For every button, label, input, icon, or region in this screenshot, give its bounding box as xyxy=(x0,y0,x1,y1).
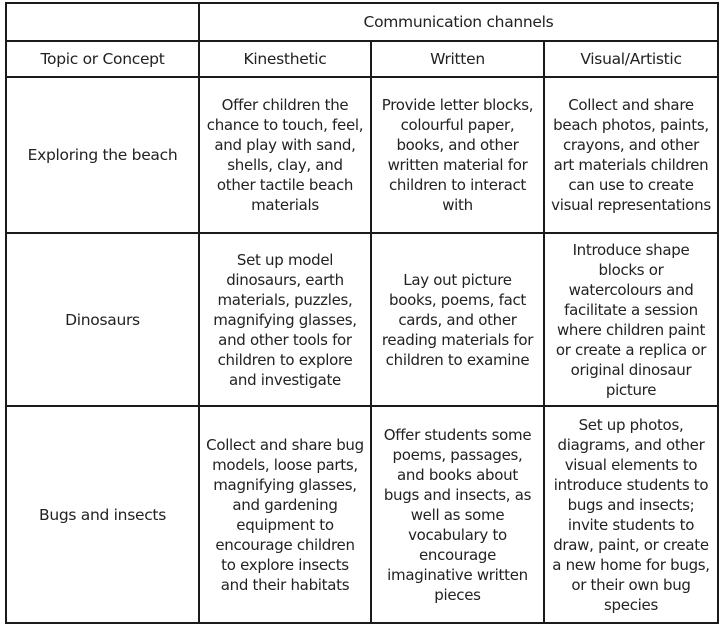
kinesthetic-cell: Collect and share bug models, loose parts, magnifying glasses, and gardening equipment to encourage children to explore insects and their habitats xyxy=(199,406,371,623)
topic-cell: Exploring the beach xyxy=(6,77,199,233)
written-cell: Provide letter blocks, colourful paper, books, and other written material for children to interact with xyxy=(371,77,544,233)
written-cell: Lay out picture books, poems, fact cards, and other reading materials for children to examine xyxy=(371,233,544,406)
written-cell: Offer students some poems, passages, and books about bugs and insects, as well as some vocabulary to encourage imaginative written pieces xyxy=(371,406,544,623)
topic-cell: Dinosaurs xyxy=(6,233,199,406)
empty-corner-cell xyxy=(6,3,199,41)
visual-cell: Collect and share beach photos, paints, crayons, and other art materials children can use to create visual representations xyxy=(544,77,718,233)
table-row xyxy=(6,233,718,406)
header-visual-artistic: Visual/Artistic xyxy=(544,41,718,77)
header-kinesthetic: Kinesthetic xyxy=(199,41,371,77)
header-written: Written xyxy=(371,41,544,77)
visual-cell: Introduce shape blocks or watercolours and facilitate a session where children paint or create a replica or original dinosaur picture xyxy=(544,233,718,406)
kinesthetic-cell: Set up model dinosaurs, earth materials, puzzles, magnifying glasses, and other tools for children to explore and investigate xyxy=(199,233,371,406)
header-topic: Topic or Concept xyxy=(6,41,199,77)
table-row xyxy=(6,77,718,233)
communication-channels-table xyxy=(5,2,719,624)
visual-cell: Set up photos, diagrams, and other visual elements to introduce students to bugs and insects; invite students to draw, paint, or create a new home for bugs, or their own bug species xyxy=(544,406,718,623)
group-header-row xyxy=(6,3,718,41)
topic-cell: Bugs and insects xyxy=(6,406,199,623)
kinesthetic-cell: Offer children the chance to touch, feel, and play with sand, shells, clay, and other tactile beach materials xyxy=(199,77,371,233)
column-header-row xyxy=(6,41,718,77)
group-header-communication-channels: Communication channels xyxy=(199,3,718,41)
table-row xyxy=(6,406,718,623)
